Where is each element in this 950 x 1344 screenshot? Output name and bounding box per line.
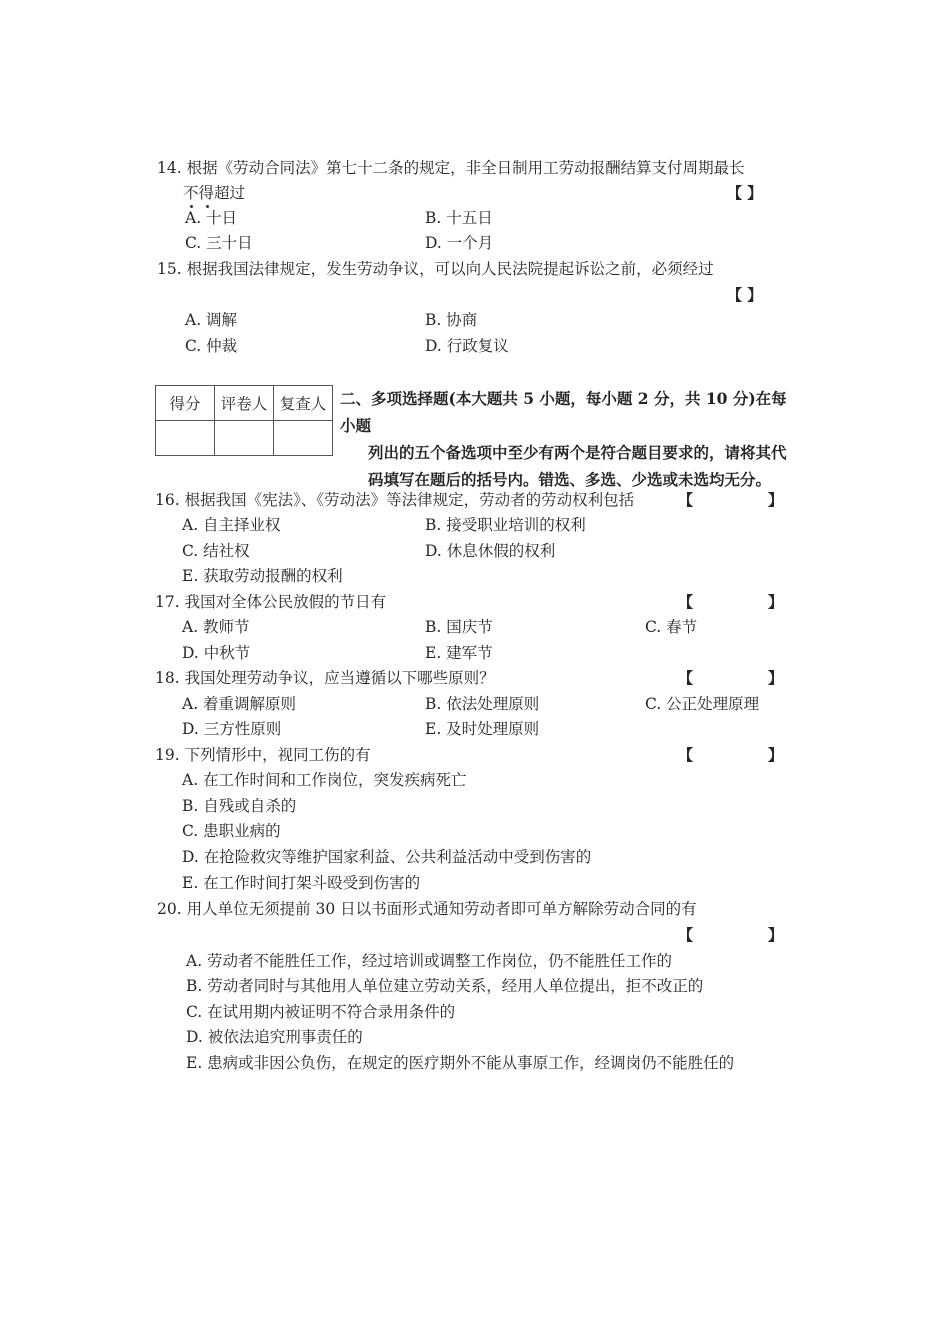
q17-option-c: C. 春节 <box>645 618 698 636</box>
q18-bracket-left: 【 <box>678 669 694 687</box>
q17-option-e: E. 建军节 <box>425 644 493 662</box>
q19-option-e: E. 在工作时间打架斗殴受到伤害的 <box>182 874 421 892</box>
q15-answer-bracket: 【 】 <box>727 286 763 304</box>
q17-bracket-left: 【 <box>678 593 694 611</box>
q16-option-a: A. 自主择业权 <box>182 516 281 534</box>
q14-answer-bracket: 【 】 <box>727 184 763 202</box>
q17-bracket-right: 】 <box>768 593 784 611</box>
q18-option-e: E. 及时处理原则 <box>425 720 540 738</box>
q20-option-a: A. 劳动者不能胜任工作，经过培训或调整工作岗位，仍不能胜任工作的 <box>186 952 673 970</box>
score-cell <box>156 421 215 456</box>
q18-option-a: A. 着重调解原则 <box>182 695 297 713</box>
q18-option-b: B. 依法处理原则 <box>425 695 540 713</box>
q17-option-b: B. 国庆节 <box>425 618 493 636</box>
q15-option-b: B. 协商 <box>425 311 478 329</box>
reviewer-header: 复查人 <box>274 386 333 421</box>
q16-option-b: B. 接受职业培训的权利 <box>425 516 586 534</box>
q14-option-b: B. 十五日 <box>425 209 493 227</box>
q16-bracket-right: 】 <box>768 491 784 509</box>
q14-option-d: D. 一个月 <box>425 234 494 252</box>
q16-bracket-left: 【 <box>678 491 694 509</box>
q17-option-a: A. 教师节 <box>182 618 250 636</box>
reviewer-cell <box>274 421 333 456</box>
q15-option-c: C. 仲裁 <box>185 337 238 355</box>
q20-bracket-right: 】 <box>768 926 784 944</box>
q19-bracket-right: 】 <box>768 746 784 764</box>
q17-stem: 17. 我国对全体公民放假的节日有 <box>155 593 387 611</box>
q18-option-d: D. 三方性原则 <box>182 720 282 738</box>
grader-cell <box>215 421 274 456</box>
q15-option-a: A. 调解 <box>185 311 238 329</box>
q20-option-b: B. 劳动者同时与其他用人单位建立劳动关系，经用人单位提出，拒不改正的 <box>186 977 704 995</box>
q14-stem-line2: 不得超过 <box>183 184 246 202</box>
q19-option-c: C. 患职业病的 <box>182 822 281 840</box>
q20-option-c: C. 在试用期内被证明不符合录用条件的 <box>186 1003 456 1021</box>
q20-stem: 20. 用人单位无须提前 30 日以书面形式通知劳动者即可单方解除劳动合同的有 <box>157 900 697 918</box>
q18-stem: 18. 我国处理劳动争议，应当遵循以下哪些原则？ <box>155 669 495 687</box>
q19-option-b: B. 自残或自杀的 <box>182 797 297 815</box>
q19-stem: 19. 下列情形中，视同工伤的有 <box>155 746 371 764</box>
q17-option-d: D. 中秋节 <box>182 644 251 662</box>
q16-stem: 16. 根据我国《宪法》、《劳动法》等法律规定，劳动者的劳动权利包括 <box>155 491 635 509</box>
q14-option-a: A. 十日 <box>185 209 238 227</box>
q15-stem: 15. 根据我国法律规定，发生劳动争议，可以向人民法院提起诉讼之前，必须经过 <box>157 260 714 278</box>
score-header: 得分 <box>156 386 215 421</box>
q14-option-c: C. 三十日 <box>185 234 253 252</box>
q15-option-d: D. 行政复议 <box>425 337 509 355</box>
q20-option-e: E. 患病或非因公负伤，在规定的医疗期外不能从事原工作，经调岗仍不能胜任的 <box>186 1054 735 1072</box>
q16-option-d: D. 休息休假的权利 <box>425 542 556 560</box>
score-table <box>155 385 333 456</box>
q19-bracket-left: 【 <box>678 746 694 764</box>
q18-option-c: C. 公正处理原理 <box>645 695 760 713</box>
q18-bracket-right: 】 <box>768 669 784 687</box>
q16-option-e: E. 获取劳动报酬的权利 <box>182 567 343 585</box>
q16-option-c: C. 结社权 <box>182 542 250 560</box>
q19-option-a: A. 在工作时间和工作岗位，突发疾病死亡 <box>182 771 467 789</box>
section2-line3: 码填写在题后的括号内。错选、多选、少选或未选均无分。 <box>368 470 772 489</box>
section2-line1: 二、多项选择题(本大题共 5 小题，每小题 2 分，共 10 分)在每小题 <box>340 389 787 435</box>
q14-stem-line1: 14. 根据《劳动合同法》第七十二条的规定，非全日制用工劳动报酬结算支付周期最长 <box>157 159 745 177</box>
section2-instructions <box>340 385 802 493</box>
section2-line2: 列出的五个备选项中至少有两个是符合题目要求的，请将其代 <box>368 443 787 462</box>
grader-header: 评卷人 <box>215 386 274 421</box>
q20-option-d: D. 被依法追究刑事责任的 <box>186 1028 363 1046</box>
q19-option-d: D. 在抢险救灾等维护国家利益、公共利益活动中受到伤害的 <box>182 848 592 866</box>
q20-bracket-left: 【 <box>678 926 694 944</box>
